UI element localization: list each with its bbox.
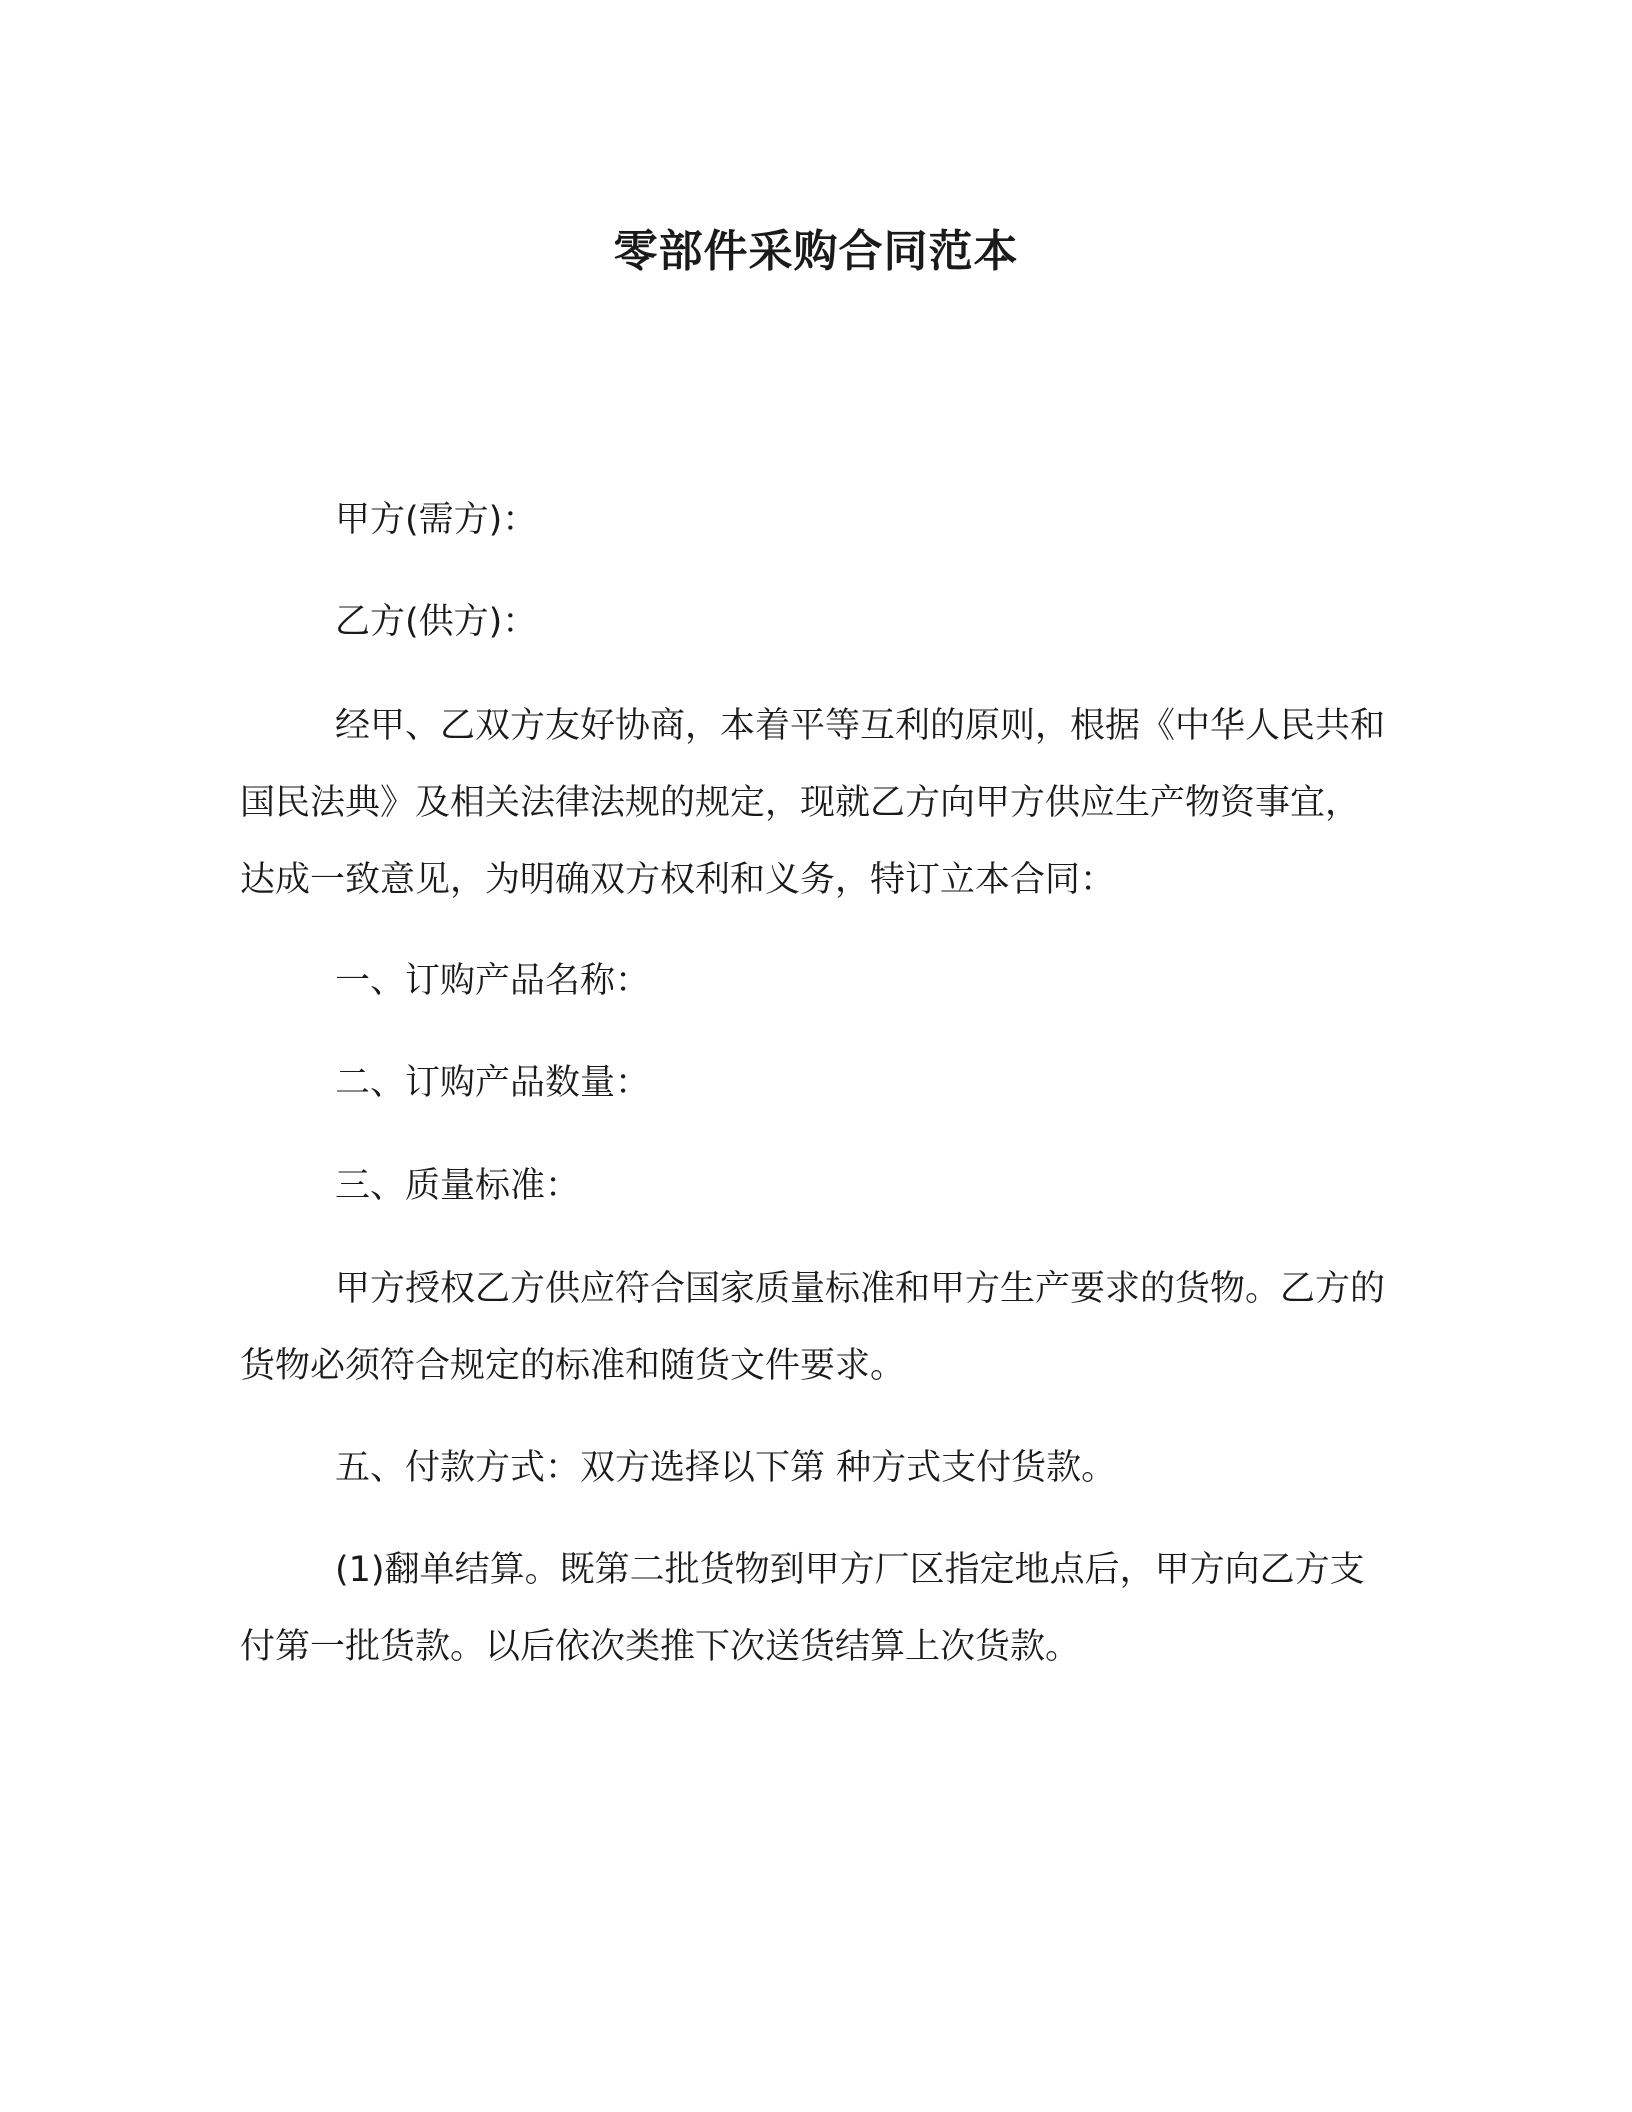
section-3-heading: 三、质量标准： xyxy=(335,1166,581,1206)
section-2-heading: 二、订购产品数量： xyxy=(335,1063,651,1103)
quality-paragraph: 甲方授权乙方供应符合国家质量标准和甲方生产要求的货物。乙方的货物必须符合规定的标准和随货文件要求。 xyxy=(240,1269,1386,1386)
section-5-heading: 五、付款方式：双方选择以下第 种方式支付货款。 xyxy=(335,1448,1117,1488)
payment-option-1-paragraph: (1)翻单结算。既第二批货物到甲方厂区指定地点后，甲方向乙方支付第一批货款。以后依次类推下次送货结算上次货款。 xyxy=(240,1550,1365,1667)
section-1-heading: 一、订购产品名称： xyxy=(335,961,651,1001)
party-b-line: 乙方(供方)： xyxy=(335,602,538,642)
intro-paragraph: 经甲、乙双方友好协商，本着平等互利的原则，根据《中华人民共和国民法典》及相关法律法规的规定，现就乙方向甲方供应生产物资事宜，达成一致意见，为明确双方权利和义务，特订立本合同： xyxy=(240,706,1386,900)
party-a-line: 甲方(需方)： xyxy=(335,500,538,540)
document-title: 零部件采购合同范本 xyxy=(613,226,1019,277)
